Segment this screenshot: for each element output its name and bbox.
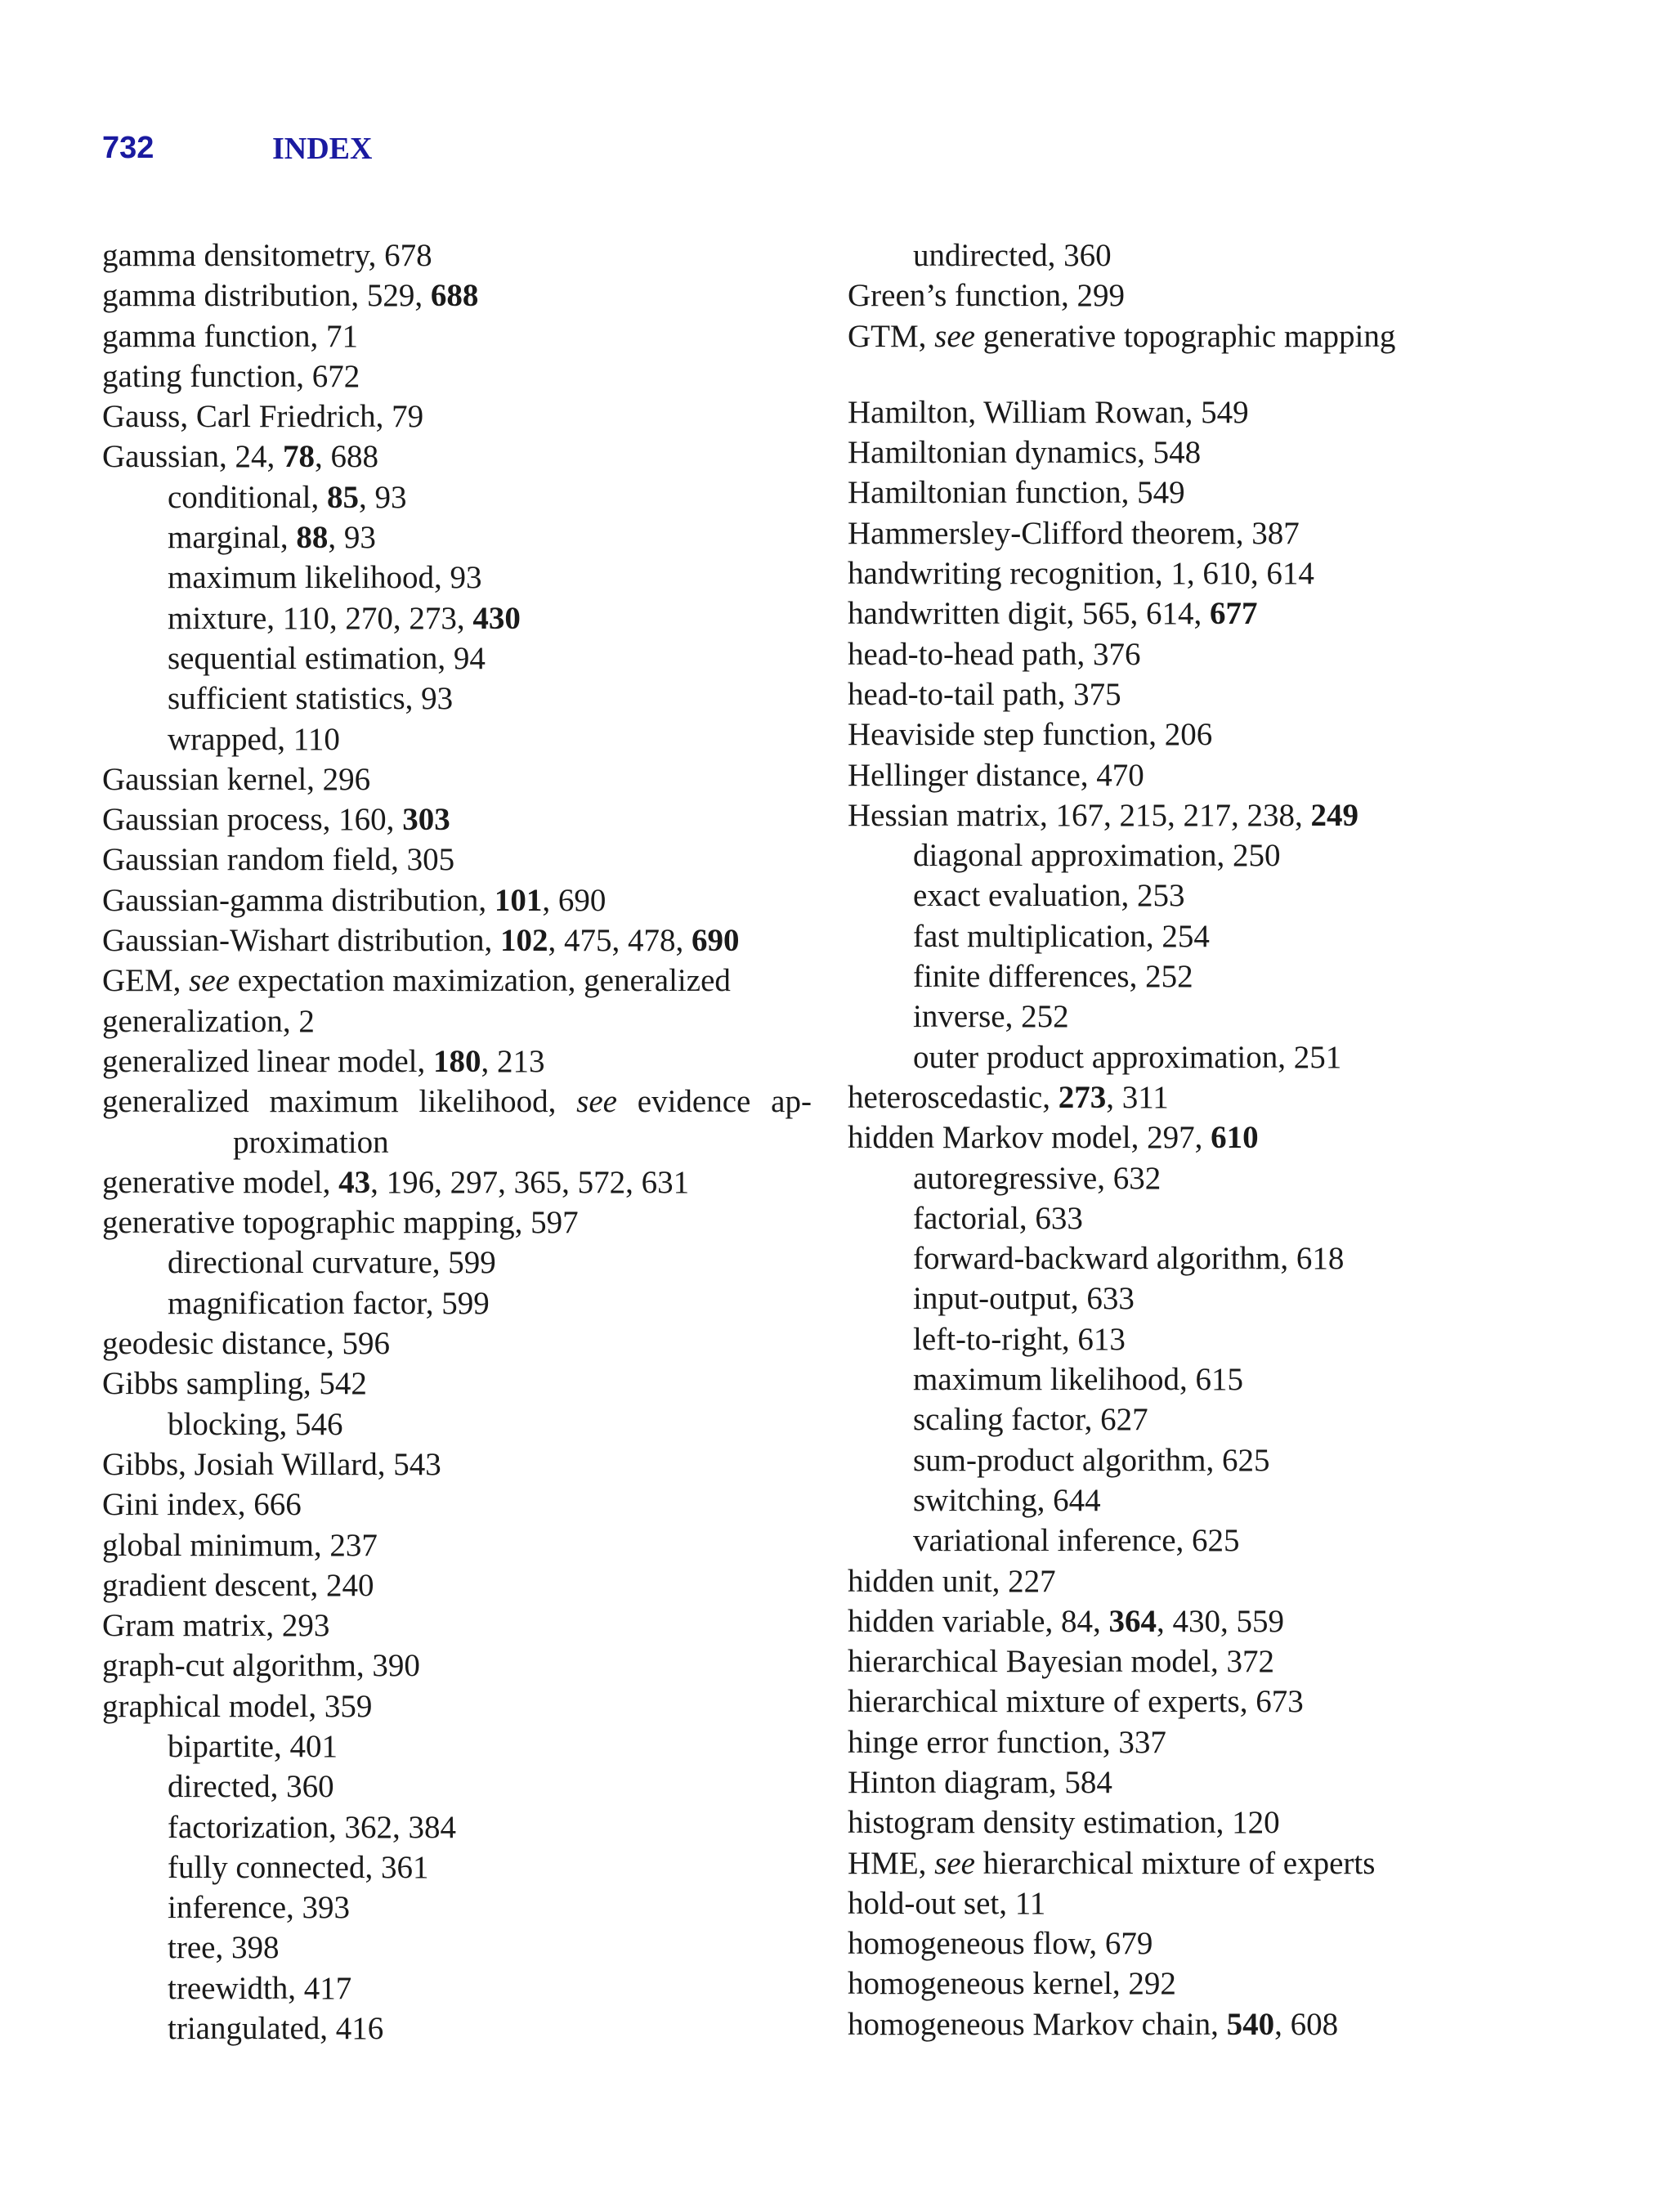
- entry-text: head-to-head path, 376: [848, 636, 1141, 672]
- index-subentry: [102, 1726, 821, 1766]
- entry-text: left-to-right, 613: [913, 1321, 1126, 1357]
- entry-text: GEM,: [102, 963, 190, 999]
- primary-page-ref: 540: [1226, 2006, 1275, 2042]
- index-entry: [102, 316, 821, 356]
- index-subentry: [102, 2008, 821, 2049]
- entry-text: , 93: [358, 479, 407, 515]
- index-entry: [848, 1681, 1632, 1722]
- primary-page-ref: 78: [282, 439, 315, 475]
- entry-text: autoregressive, 632: [913, 1160, 1162, 1196]
- entry-text: mixture, 110, 270, 273,: [168, 600, 473, 636]
- entry-text: factorial, 633: [913, 1200, 1083, 1236]
- entry-text: Gauss, Carl Friedrich, 79: [102, 399, 424, 435]
- entry-text: Gaussian kernel, 296: [102, 761, 371, 797]
- entry-text: , 475, 478,: [548, 923, 692, 959]
- index-entry: [102, 356, 821, 396]
- entry-text: Hammersley-Clifford theorem, 387: [848, 515, 1300, 551]
- index-entry: [102, 437, 821, 477]
- index-entry: [102, 1484, 821, 1525]
- primary-page-ref: 85: [326, 479, 359, 515]
- see-reference: see: [934, 318, 975, 354]
- entry-word: ap-: [771, 1084, 812, 1120]
- index-subentry: [848, 875, 1632, 916]
- entry-text: , 213: [481, 1043, 545, 1079]
- entry-text: finite differences, 252: [913, 959, 1193, 995]
- entry-text: homogeneous kernel, 292: [848, 1966, 1176, 2002]
- entry-text: histogram density estimation, 120: [848, 1805, 1280, 1841]
- primary-page-ref: 610: [1211, 1120, 1259, 1156]
- entry-text: global minimum, 237: [102, 1527, 378, 1563]
- entry-text: input-output, 633: [913, 1281, 1135, 1317]
- index-subentry: [848, 235, 1632, 275]
- entry-text: Gaussian random field, 305: [102, 842, 455, 878]
- index-subentry: [848, 835, 1632, 875]
- entry-text: Gaussian-Wishart distribution,: [102, 923, 500, 959]
- entry-text: gradient descent, 240: [102, 1567, 374, 1603]
- index-entry: [102, 1001, 821, 1041]
- entry-word: generalized: [102, 1084, 249, 1120]
- entry-word: maximum: [269, 1084, 399, 1120]
- entry-text: variational inference, 625: [913, 1523, 1240, 1559]
- entry-text: , 688: [314, 439, 378, 475]
- entry-text: hidden unit, 227: [848, 1563, 1056, 1599]
- entry-text: HME,: [848, 1845, 935, 1881]
- primary-page-ref: 303: [402, 802, 450, 838]
- entry-text: blocking, 546: [168, 1406, 343, 1442]
- primary-page-ref: 101: [494, 882, 543, 918]
- entry-text: Hamilton, William Rowan, 549: [848, 394, 1249, 430]
- entry-text: maximum likelihood, 615: [913, 1362, 1244, 1398]
- entry-text: , 93: [328, 520, 376, 556]
- index-entry: [102, 1444, 821, 1484]
- entry-text: graph-cut algorithm, 390: [102, 1648, 420, 1684]
- index-subentry: [848, 1238, 1632, 1278]
- entry-text: Hinton diagram, 584: [848, 1764, 1112, 1800]
- index-subentry: [102, 678, 821, 719]
- primary-page-ref: 688: [430, 278, 479, 314]
- index-entry: [102, 1605, 821, 1646]
- index-entry: [102, 920, 821, 960]
- entry-text: inverse, 252: [913, 999, 1069, 1035]
- primary-page-ref: 430: [472, 600, 521, 636]
- entry-text: Gaussian, 24,: [102, 439, 283, 475]
- index-entry: [848, 1843, 1632, 1883]
- entry-text: Hamiltonian function, 549: [848, 475, 1185, 511]
- entry-text: generative topographic mapping, 597: [102, 1205, 579, 1241]
- entry-text: , 430, 559: [1156, 1603, 1284, 1639]
- index-entry: [102, 1646, 821, 1686]
- entry-text: Gibbs sampling, 542: [102, 1366, 367, 1402]
- entry-text: tree, 398: [168, 1930, 280, 1966]
- index-subentry: [848, 916, 1632, 956]
- index-subentry: [102, 517, 821, 557]
- index-subentry: [102, 1968, 821, 2008]
- entry-text: generative topographic mapping: [974, 318, 1396, 354]
- entry-text: hierarchical mixture of experts: [974, 1845, 1376, 1881]
- index-subentry: [102, 1122, 821, 1162]
- index-subentry: [102, 598, 821, 638]
- index-entry: [848, 275, 1632, 316]
- entry-text: graphical model, 359: [102, 1688, 373, 1724]
- index-entry: [848, 593, 1632, 634]
- index-entry: [848, 2004, 1632, 2044]
- index-subentry: [848, 1278, 1632, 1319]
- entry-text: directional curvature, 599: [168, 1245, 496, 1281]
- index-entry: [848, 316, 1632, 356]
- entry-text: Hamiltonian dynamics, 548: [848, 435, 1202, 471]
- index-entry: [848, 553, 1632, 593]
- index-entry: [102, 1041, 821, 1081]
- index-entry: [848, 674, 1632, 714]
- entry-word: likelihood,: [418, 1084, 557, 1120]
- entry-text: treewidth, 417: [168, 1970, 352, 2006]
- index-entry: [848, 1641, 1632, 1681]
- index-entry: [848, 1722, 1632, 1762]
- index-entry: [848, 1923, 1632, 1963]
- entry-text: exact evaluation, 253: [913, 878, 1185, 914]
- index-column-right: [848, 235, 1632, 2044]
- index-subentry: [102, 1928, 821, 1968]
- entry-text: directed, 360: [168, 1769, 334, 1805]
- primary-page-ref: 88: [296, 520, 329, 556]
- index-column-left: [102, 235, 821, 2049]
- index-subentry: [848, 1399, 1632, 1440]
- primary-page-ref: 43: [338, 1164, 371, 1200]
- entry-text: Hellinger distance, 470: [848, 757, 1144, 793]
- entry-text: hierarchical mixture of experts, 673: [848, 1684, 1304, 1720]
- entry-text: hidden Markov model, 297,: [848, 1120, 1211, 1156]
- entry-text: conditional,: [168, 479, 327, 515]
- index-entry: [102, 235, 821, 275]
- index-entry: [848, 755, 1632, 795]
- entry-text: proximation: [233, 1124, 389, 1160]
- entry-text: magnification factor, 599: [168, 1285, 490, 1321]
- entry-text: Green’s function, 299: [848, 278, 1126, 314]
- index-entry: [102, 840, 821, 880]
- entry-text: sequential estimation, 94: [168, 640, 486, 676]
- entry-text: triangulated, 416: [168, 2011, 384, 2047]
- index-entry: [848, 1601, 1632, 1641]
- entry-text: , 196, 297, 365, 572, 631: [370, 1164, 690, 1200]
- entry-text: bipartite, 401: [168, 1728, 338, 1764]
- entry-text: maximum likelihood, 93: [168, 560, 482, 596]
- index-entry: [102, 1081, 812, 1122]
- entry-text: marginal,: [168, 520, 297, 556]
- index-subentry: [848, 1440, 1632, 1480]
- index-entry: [848, 472, 1632, 513]
- entry-text: heteroscedastic,: [848, 1079, 1059, 1115]
- entry-text: scaling factor, 627: [913, 1402, 1148, 1438]
- index-subentry: [102, 1243, 821, 1283]
- index-subentry: [848, 1158, 1632, 1198]
- index-subentry: [848, 1319, 1632, 1359]
- index-entry: [102, 799, 821, 840]
- index-entry: [848, 714, 1632, 754]
- entry-text: diagonal approximation, 250: [913, 838, 1281, 874]
- primary-page-ref: 180: [432, 1043, 481, 1079]
- index-subentry: [848, 1520, 1632, 1560]
- entry-text: gamma distribution, 529,: [102, 278, 431, 314]
- entry-text: homogeneous flow, 679: [848, 1926, 1153, 1962]
- index-subentry: [102, 1404, 821, 1444]
- index-entry: [848, 795, 1632, 835]
- entry-text: Hessian matrix, 167, 215, 217, 238,: [848, 797, 1311, 833]
- entry-text: gamma densitometry, 678: [102, 238, 432, 273]
- index-entry: [102, 275, 821, 316]
- index-entry: [102, 1323, 821, 1363]
- entry-text: gamma function, 71: [102, 318, 359, 354]
- entry-text: , 608: [1274, 2006, 1339, 2042]
- index-entry: [848, 1802, 1632, 1843]
- entry-text: hold-out set, 11: [848, 1885, 1046, 1921]
- primary-page-ref: 273: [1058, 1079, 1107, 1115]
- entry-text: expectation maximization, generalized: [229, 963, 731, 999]
- entry-word: see: [576, 1084, 617, 1120]
- entry-text: Gaussian-gamma distribution,: [102, 882, 495, 918]
- entry-text: hinge error function, 337: [848, 1724, 1166, 1760]
- entry-text: Gram matrix, 293: [102, 1608, 330, 1644]
- entry-text: geodesic distance, 596: [102, 1326, 390, 1362]
- index-subentry: [848, 1037, 1632, 1077]
- index-subentry: [102, 1847, 821, 1887]
- index-entry: [848, 432, 1632, 472]
- entry-text: fully connected, 361: [168, 1849, 429, 1885]
- entry-text: handwriting recognition, 1, 610, 614: [848, 556, 1314, 592]
- primary-page-ref: 102: [499, 923, 548, 959]
- primary-page-ref: 249: [1310, 797, 1359, 833]
- index-subentry: [102, 1766, 821, 1807]
- index-entry: [848, 1561, 1632, 1601]
- index-subentry: [102, 638, 821, 678]
- see-reference: see: [934, 1845, 975, 1881]
- index-entry: [848, 513, 1632, 553]
- index-subentry: [102, 1807, 821, 1847]
- index-entry: [102, 880, 821, 920]
- index-entry: [102, 1565, 821, 1605]
- index-subentry: [102, 719, 821, 759]
- entry-text: generalized linear model,: [102, 1043, 433, 1079]
- index-entry: [102, 1162, 821, 1202]
- entry-text: hidden variable, 84,: [848, 1603, 1109, 1639]
- entry-text: sum-product algorithm, 625: [913, 1442, 1270, 1478]
- entry-text: fast multiplication, 254: [913, 918, 1210, 954]
- entry-text: Heaviside step function, 206: [848, 717, 1213, 753]
- entry-text: Gibbs, Josiah Willard, 543: [102, 1446, 441, 1482]
- index-entry: [848, 1883, 1632, 1923]
- entry-text: outer product approximation, 251: [913, 1039, 1342, 1075]
- entry-text: , 311: [1106, 1079, 1169, 1115]
- index-entry: [102, 396, 821, 437]
- index-subentry: [848, 956, 1632, 996]
- entry-text: generalization, 2: [102, 1003, 315, 1039]
- index-entry: [848, 1077, 1632, 1117]
- primary-page-ref: 364: [1108, 1603, 1157, 1639]
- index-entry: [102, 759, 821, 799]
- index-subentry: [102, 1283, 821, 1323]
- entry-text: sufficient statistics, 93: [168, 681, 454, 717]
- index-subentry: [102, 1887, 821, 1928]
- index-subentry: [848, 996, 1632, 1037]
- entry-text: switching, 644: [913, 1482, 1101, 1518]
- index-subentry: [848, 1359, 1632, 1399]
- entry-text: gating function, 672: [102, 358, 360, 394]
- index-subentry: [848, 1480, 1632, 1520]
- index-entry: [102, 1686, 821, 1726]
- entry-word: evidence: [637, 1084, 751, 1120]
- entry-text: , 690: [542, 882, 606, 918]
- entry-text: Gaussian process, 160,: [102, 802, 403, 838]
- entry-text: generative model,: [102, 1164, 339, 1200]
- running-title: INDEX: [272, 132, 373, 166]
- primary-page-ref: 690: [691, 923, 740, 959]
- index-entry: [102, 1202, 821, 1243]
- page-number: 732: [102, 131, 154, 165]
- index-entry: [848, 392, 1632, 432]
- primary-page-ref: 677: [1210, 596, 1258, 632]
- entry-text: undirected, 360: [913, 238, 1112, 273]
- entry-text: inference, 393: [168, 1890, 351, 1926]
- entry-text: forward-backward algorithm, 618: [913, 1241, 1345, 1277]
- index-subentry: [102, 557, 821, 598]
- index-entry: [102, 1525, 821, 1565]
- index-subentry: [848, 1198, 1632, 1238]
- entry-text: homogeneous Markov chain,: [848, 2006, 1227, 2042]
- index-entry: [848, 634, 1632, 674]
- entry-text: GTM,: [848, 318, 935, 354]
- entry-text: head-to-tail path, 375: [848, 676, 1121, 712]
- index-entry: [848, 1963, 1632, 2004]
- entry-text: handwritten digit, 565, 614,: [848, 596, 1211, 632]
- entry-text: factorization, 362, 384: [168, 1809, 457, 1845]
- index-entry: [102, 1363, 821, 1404]
- see-reference: see: [189, 963, 230, 999]
- index-entry: [848, 1117, 1632, 1157]
- entry-text: hierarchical Bayesian model, 372: [848, 1644, 1274, 1680]
- entry-text: Gini index, 666: [102, 1487, 302, 1523]
- index-subentry: [102, 477, 821, 517]
- index-entry: [102, 960, 821, 1001]
- index-entry: [848, 1762, 1632, 1802]
- entry-text: wrapped, 110: [168, 721, 340, 757]
